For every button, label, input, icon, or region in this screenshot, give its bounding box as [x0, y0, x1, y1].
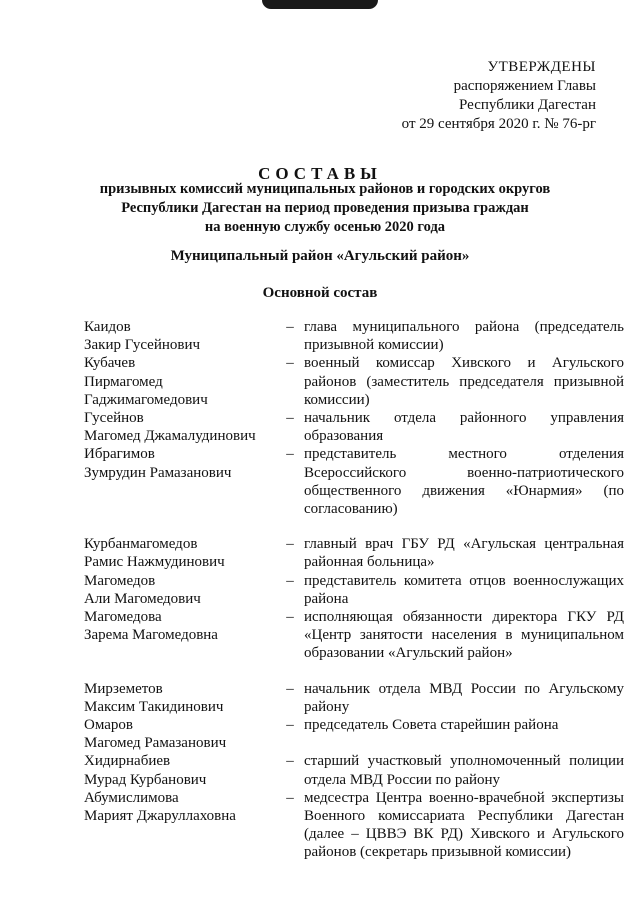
member-given-name: Али Магомедович: [84, 590, 201, 607]
approval-title: УТВЕРЖДЕНЫ: [487, 59, 596, 75]
member-surname: Каидов: [84, 319, 131, 335]
member-name: [84, 318, 276, 354]
dash-separator: –: [286, 536, 294, 553]
member-role: председатель Совета старейшин района: [304, 717, 559, 734]
member-row: [84, 680, 624, 716]
district-heading: Муниципальный район «Агульский район»: [170, 248, 470, 264]
member-row: [84, 789, 624, 862]
subtitle-line: призывных комиссий муниципальных районов и городских округов: [99, 181, 551, 197]
member-surname: Абумислимова: [84, 789, 179, 806]
member-role: старший участковый уполномоченный полиции отдела МВД России по району: [304, 753, 624, 788]
scan-blot: [262, 0, 378, 9]
member-row: [84, 608, 624, 663]
member-patronymic: Гаджимагомедович: [84, 391, 208, 408]
member-name: [84, 445, 276, 518]
dash-separator: –: [286, 319, 294, 335]
member-name: [84, 409, 276, 445]
member-row: [84, 354, 624, 409]
member-role: начальник отдела районного управления образования: [304, 410, 624, 445]
member-given-name: Зумрудин Рамазанович: [84, 464, 232, 481]
subtitle-line: на военную службу осенью 2020 года: [204, 219, 446, 235]
members-list: [84, 318, 624, 862]
member-surname: Кубачев: [84, 355, 136, 372]
member-role: медсестра Центра военно-врачебной экспертизы Военного комиссариата Республики Дагестан (далее – ЦВВЭ ВК РД) Хивского и Агульского районов (секретарь призывной комиссии): [304, 789, 624, 861]
member-name: [84, 608, 276, 663]
member-name: [84, 572, 276, 608]
approval-date-number: от 29 сентября 2020 г. № 76-рг: [401, 116, 596, 132]
member-name: [84, 354, 276, 409]
member-given-name: Рамис Нажмудинович: [84, 554, 225, 571]
member-role: военный комиссар Хивского и Агульского районов (заместитель председателя призывной комиссии): [304, 355, 624, 408]
member-surname: Магомедов: [84, 572, 156, 589]
member-row: [84, 572, 624, 608]
member-given-name: Марият Джаруллаховна: [84, 808, 236, 825]
member-surname: Хидирнабиев: [84, 753, 171, 770]
dash-separator: –: [286, 753, 294, 770]
member-role: представитель комитета отцов военнослужащих района: [304, 572, 624, 607]
member-given-name: Зарема Магомедовна: [84, 627, 218, 644]
member-surname: Магомедова: [84, 609, 162, 626]
member-given-name: Мурад Курбанович: [84, 771, 207, 788]
composition-heading: Основной состав: [262, 285, 378, 301]
member-surname: Ибрагимов: [84, 446, 155, 463]
dash-separator: –: [286, 446, 294, 463]
member-surname: Гусейнов: [84, 410, 144, 427]
member-role: начальник отдела МВД России по Агульскому району: [304, 680, 624, 715]
member-name: [84, 789, 276, 862]
document-subtitle: [60, 180, 590, 237]
dash-separator: –: [286, 789, 294, 806]
member-row: [84, 409, 624, 445]
dash-separator: –: [286, 572, 294, 589]
member-surname: Мирземетов: [84, 680, 163, 697]
member-given-name: Магомед Джамалудинович: [84, 428, 256, 445]
member-surname: Омаров: [84, 717, 133, 734]
dash-separator: –: [286, 680, 294, 697]
member-given-name: Максим Такидинович: [84, 698, 224, 715]
member-row: [84, 318, 624, 354]
member-row: [84, 535, 624, 571]
dash-separator: –: [286, 410, 294, 427]
member-name: [84, 680, 276, 716]
approval-line: Республики Дагестан: [459, 97, 596, 113]
member-row: [84, 752, 624, 788]
member-role: глава муниципального района (председатель призывной комиссии): [304, 319, 624, 354]
document-title: СОСТАВЫ: [258, 164, 382, 183]
approval-block: [402, 58, 596, 134]
member-given-name: Магомед Рамазанович: [84, 735, 227, 752]
dash-separator: –: [286, 355, 294, 372]
member-row: [84, 445, 624, 518]
member-surname: Курбанмагомедов: [84, 536, 198, 553]
member-given-name: Пирмагомед: [84, 373, 163, 390]
dash-separator: –: [286, 609, 294, 626]
member-row: [84, 716, 614, 752]
member-role: главный врач ГБУ РД «Агульская центральная районная больница»: [304, 536, 624, 571]
member-name: [84, 535, 276, 571]
member-role: представитель местного отделения Всероссийского военно-патриотического общественного движения «Юнармия» (по согласованию): [304, 446, 624, 518]
member-name: [84, 752, 276, 788]
approval-line: распоряжением Главы: [453, 78, 596, 94]
subtitle-line: Республики Дагестан на период проведения призыва граждан: [121, 200, 529, 216]
member-name: [84, 716, 276, 752]
member-role: исполняющая обязанности директора ГКУ РД «Центр занятости населения в муниципальном образовании «Агульский район»: [304, 609, 624, 662]
dash-separator: –: [286, 717, 294, 734]
member-given-name: Закир Гусейнович: [84, 337, 201, 354]
